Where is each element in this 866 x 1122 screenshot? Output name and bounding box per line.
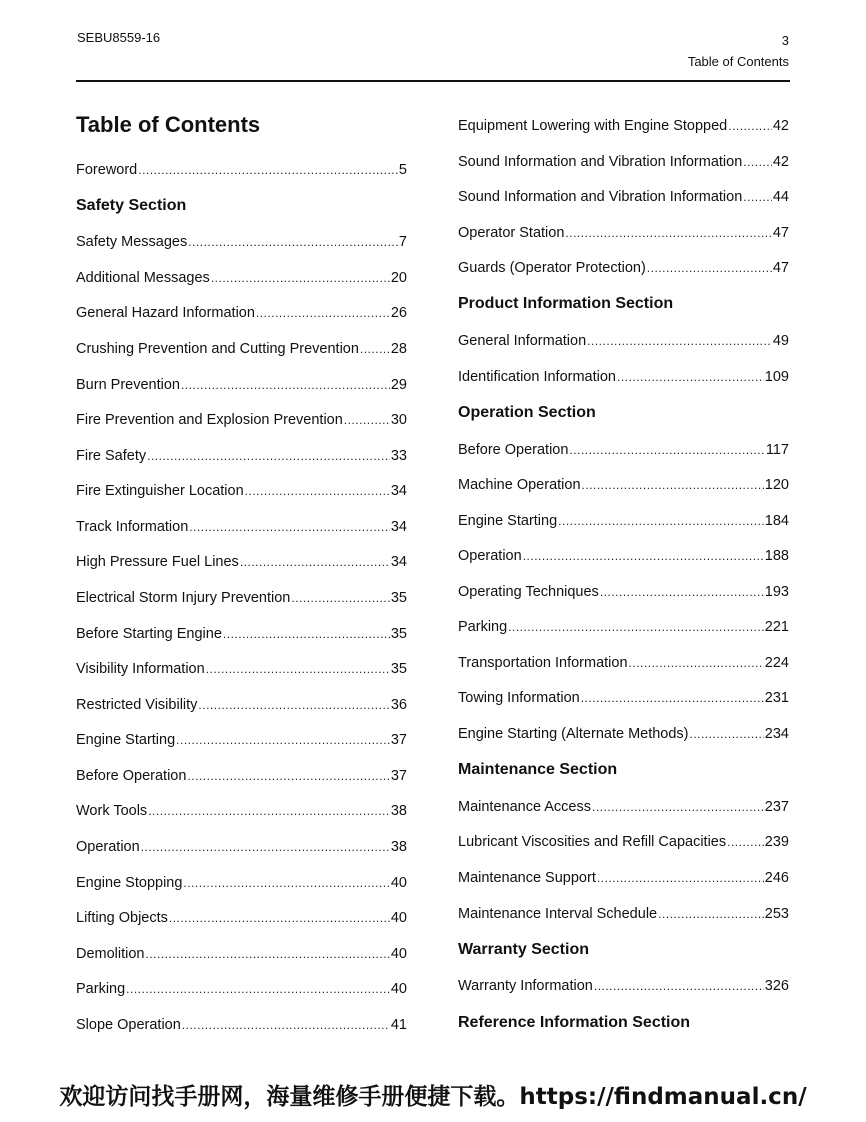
toc-entry[interactable] <box>458 617 789 637</box>
toc-entry-page: 117 <box>765 442 789 458</box>
toc-entry-title: Lifting Objects <box>76 910 168 926</box>
toc-entry-page: 41 <box>390 1017 407 1033</box>
page-header-right <box>688 30 789 72</box>
toc-entry-title: General Information <box>458 333 587 349</box>
toc-entry[interactable] <box>76 446 407 466</box>
toc-entry-title: General Hazard Information <box>76 305 255 321</box>
toc-entry-title: Work Tools <box>76 803 148 819</box>
toc-entry-page: 37 <box>390 768 407 784</box>
toc-entry[interactable] <box>76 375 407 395</box>
toc-entry[interactable] <box>458 832 789 852</box>
toc-entry-page: 224 <box>764 655 789 671</box>
toc-entry-title: High Pressure Fuel Lines <box>76 554 239 570</box>
toc-entry[interactable] <box>76 588 407 608</box>
toc-entry-page: 253 <box>764 906 789 922</box>
toc-entry-page: 28 <box>390 341 407 357</box>
toc-entry-page: 120 <box>764 477 789 493</box>
toc-entry-title: Fire Safety <box>76 448 147 464</box>
toc-entry[interactable] <box>458 367 789 387</box>
toc-entry-page: 326 <box>764 978 789 994</box>
toc-entry-title: Maintenance Support <box>458 870 596 886</box>
toc-entry-title: Sound Information and Vibration Information <box>458 189 743 205</box>
toc-entry[interactable] <box>458 475 789 495</box>
toc-entry-page: 42 <box>772 154 789 170</box>
toc-entry-title: Electrical Storm Injury Prevention <box>76 590 291 606</box>
toc-entry[interactable] <box>76 268 407 288</box>
toc-entry-title: Equipment Lowering with Engine Stopped <box>458 118 728 134</box>
toc-entry[interactable] <box>76 979 407 999</box>
toc-entry-page: 5 <box>398 162 407 178</box>
toc-entry-title: Before Starting Engine <box>76 626 222 642</box>
toc-entry-title: Maintenance Interval Schedule <box>458 906 658 922</box>
section-heading-product: Product Information Section <box>458 295 674 312</box>
toc-entry[interactable] <box>76 624 407 644</box>
toc-entry-title: Engine Stopping <box>76 875 183 891</box>
toc-entry-page: 37 <box>390 732 407 748</box>
header-divider <box>76 80 790 82</box>
toc-entry-page: 30 <box>390 412 407 428</box>
toc-entry[interactable] <box>458 511 789 531</box>
toc-entry-title: Warranty Information <box>458 978 593 994</box>
toc-entry[interactable] <box>76 552 407 572</box>
toc-entry-page: 40 <box>390 946 407 962</box>
toc-entry-page: 7 <box>398 234 407 250</box>
document-code: SEBU8559-16 <box>77 30 161 45</box>
toc-entry[interactable] <box>76 481 407 501</box>
toc-entry-page: 38 <box>390 803 407 819</box>
toc-entry[interactable] <box>76 232 407 252</box>
toc-entry-page: 47 <box>772 225 789 241</box>
toc-entry-page: 40 <box>390 910 407 926</box>
toc-entry-title: Fire Prevention and Explosion Prevention <box>76 412 343 428</box>
toc-entry-page: 35 <box>390 626 407 642</box>
toc-entry[interactable] <box>76 410 407 430</box>
toc-entry-page: 40 <box>390 981 407 997</box>
toc-entry-title: Restricted Visibility <box>76 697 198 713</box>
section-heading-maintenance: Maintenance Section <box>458 761 618 778</box>
section-heading-warranty: Warranty Section <box>458 941 589 958</box>
toc-entry[interactable] <box>76 659 407 679</box>
toc-entry-page: 34 <box>390 554 407 570</box>
toc-entry-title: Operation <box>76 839 140 855</box>
toc-entry-page: 237 <box>764 799 789 815</box>
toc-entry-title: Operating Techniques <box>458 584 599 600</box>
toc-entry-page: 26 <box>390 305 407 321</box>
toc-entry-title: Visibility Information <box>76 661 205 677</box>
toc-entry[interactable] <box>458 797 789 817</box>
toc-entry-title: Slope Operation <box>76 1017 181 1033</box>
toc-entry[interactable] <box>76 695 407 715</box>
toc-entry-title: Transportation Information <box>458 655 628 671</box>
toc-entry-page: 34 <box>390 483 407 499</box>
toc-entry[interactable] <box>76 517 407 537</box>
toc-entry-page: 20 <box>390 270 407 286</box>
toc-entry[interactable] <box>458 258 789 278</box>
toc-entry[interactable] <box>76 944 407 964</box>
section-heading-operation: Operation Section <box>458 404 596 421</box>
toc-entry-page: 42 <box>772 118 789 134</box>
toc-entry[interactable] <box>76 908 407 928</box>
toc-entry-page: 239 <box>764 834 789 850</box>
toc-entry[interactable] <box>458 976 789 996</box>
toc-entry-title: Parking <box>76 981 126 997</box>
toc-entry[interactable] <box>76 730 407 750</box>
toc-entry-title: Crushing Prevention and Cutting Prevention <box>76 341 359 357</box>
toc-entry-title: Operator Station <box>458 225 565 241</box>
toc-entry[interactable] <box>458 582 789 602</box>
toc-entry[interactable] <box>458 653 789 673</box>
toc-entry[interactable] <box>76 837 407 857</box>
toc-entry-page: 34 <box>390 519 407 535</box>
toc-entry-title: Parking <box>458 619 508 635</box>
toc-entry-foreword[interactable] <box>76 160 407 180</box>
toc-entry[interactable] <box>458 223 789 243</box>
toc-entry-page: 188 <box>764 548 789 564</box>
toc-entry[interactable] <box>76 339 407 359</box>
toc-entry[interactable] <box>458 868 789 888</box>
toc-entry-page: 38 <box>390 839 407 855</box>
toc-entry[interactable] <box>458 904 789 924</box>
toc-entry-page: 35 <box>390 661 407 677</box>
toc-entry-page: 49 <box>772 333 789 349</box>
section-heading-reference: Reference Information Section <box>458 1014 691 1031</box>
toc-entry-page: 184 <box>764 513 789 529</box>
toc-entry-title: Identification Information <box>458 369 616 385</box>
toc-title: Table of Contents <box>76 112 261 137</box>
toc-entry-title: Track Information <box>76 519 189 535</box>
toc-entry-title: Before Operation <box>76 768 187 784</box>
toc-entry-title: Towing Information <box>458 690 580 706</box>
toc-entry-page: 246 <box>764 870 789 886</box>
toc-entry-page: 33 <box>390 448 407 464</box>
toc-entry-title: Engine Starting <box>76 732 176 748</box>
toc-entry-title: Engine Starting <box>458 513 558 529</box>
toc-entry-page: 35 <box>390 590 407 606</box>
toc-entry-page: 44 <box>772 189 789 205</box>
toc-entry[interactable] <box>458 546 789 566</box>
toc-entry-page: 231 <box>764 690 789 706</box>
toc-entry[interactable] <box>76 1015 407 1035</box>
toc-entry-page: 36 <box>390 697 407 713</box>
toc-entry-page: 221 <box>764 619 789 635</box>
toc-entry-title: Engine Starting (Alternate Methods) <box>458 726 689 742</box>
toc-entry-page: 29 <box>390 377 407 393</box>
toc-entry-title: Additional Messages <box>76 270 210 286</box>
toc-entry[interactable] <box>76 873 407 893</box>
download-banner[interactable]: 欢迎访问找手册网，海量维修手册便捷下载。https://findmanual.cn/ <box>59 1084 807 1110</box>
toc-entry-title: Sound Information and Vibration Information <box>458 154 743 170</box>
toc-entry-title: Burn Prevention <box>76 377 180 393</box>
toc-entry-page: 193 <box>764 584 789 600</box>
running-title: Table of Contents <box>687 54 789 69</box>
toc-entry[interactable] <box>458 331 789 351</box>
toc-entry-title: Safety Messages <box>76 234 188 250</box>
toc-entry-title: Lubricant Viscosities and Refill Capacities <box>458 834 727 850</box>
toc-entry[interactable] <box>76 303 407 323</box>
toc-entry-title: Fire Extinguisher Location <box>76 483 244 499</box>
toc-entry-title: Demolition <box>76 946 145 962</box>
toc-entry[interactable] <box>458 688 789 708</box>
toc-entry-title: Machine Operation <box>458 477 581 493</box>
toc-entry[interactable] <box>76 766 407 786</box>
toc-entry[interactable] <box>458 724 789 744</box>
toc-entry-title: Before Operation <box>458 442 569 458</box>
toc-entry[interactable] <box>458 152 789 172</box>
page-number: 3 <box>781 33 789 48</box>
toc-entry[interactable] <box>458 440 789 460</box>
toc-entry[interactable] <box>458 187 789 207</box>
section-heading-safety: Safety Section <box>76 197 187 214</box>
toc-entry-page: 234 <box>764 726 789 742</box>
toc-entry[interactable] <box>76 801 407 821</box>
toc-entry-title: Guards (Operator Protection) <box>458 260 646 276</box>
toc-entry[interactable] <box>458 116 789 136</box>
toc-entry-title: Maintenance Access <box>458 799 591 815</box>
toc-entry-title: Foreword <box>76 162 138 178</box>
toc-entry-title: Operation <box>458 548 522 564</box>
toc-entry-page: 109 <box>764 369 789 385</box>
toc-entry-page: 40 <box>390 875 407 891</box>
toc-entry-page: 47 <box>772 260 789 276</box>
